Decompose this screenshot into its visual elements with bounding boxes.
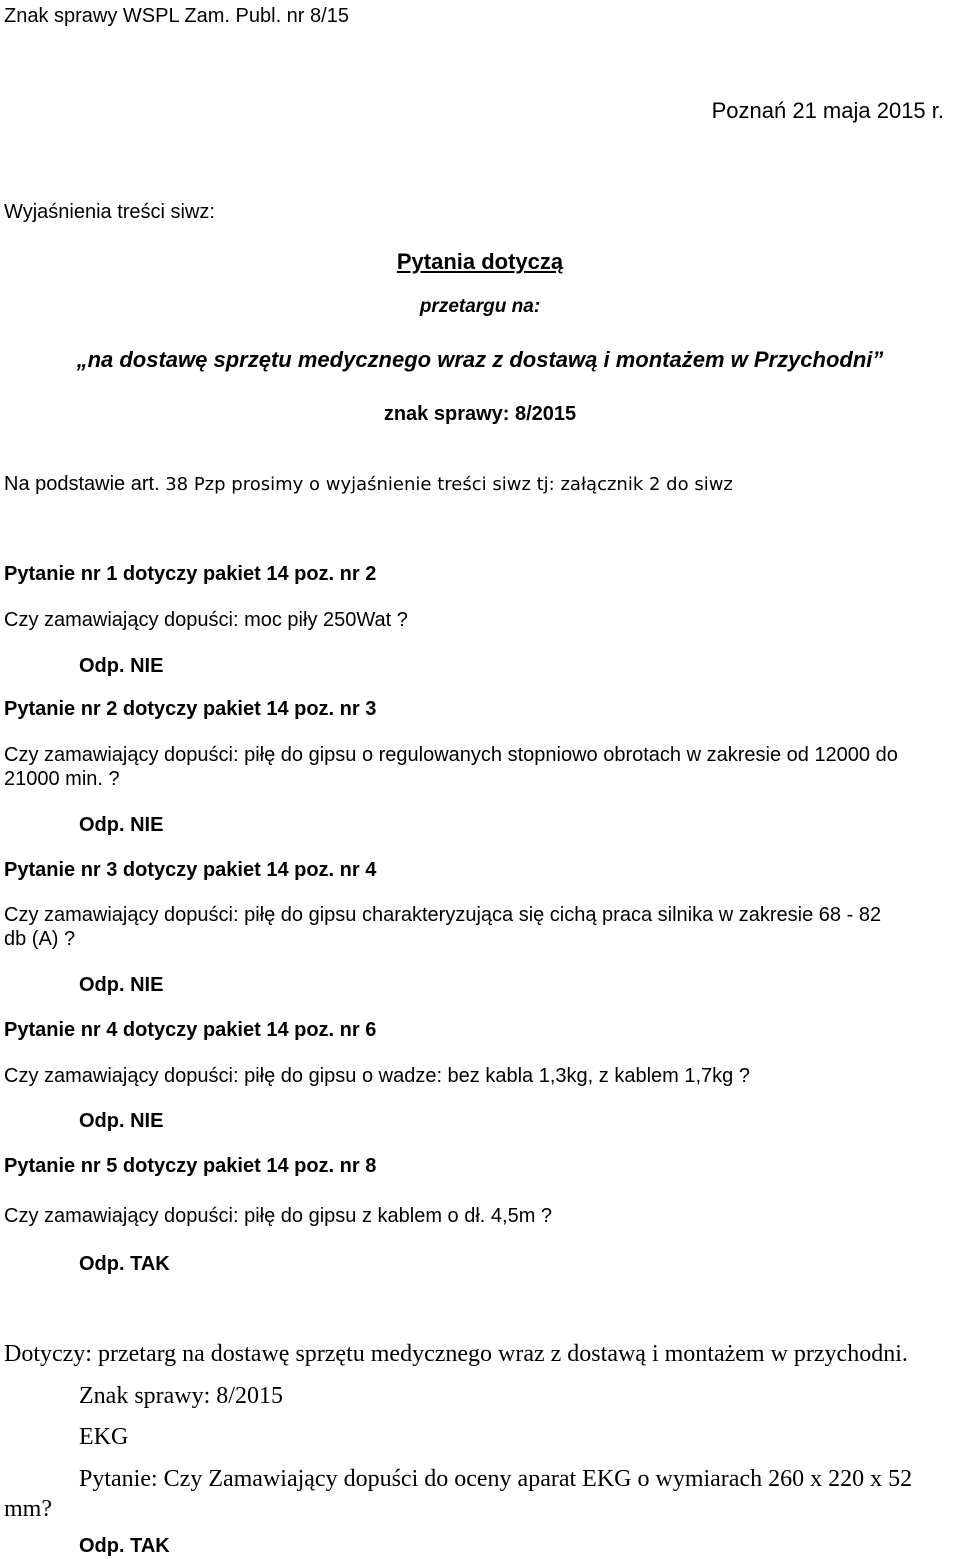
question-1-text: Czy zamawiający dopuści: moc piły 250Wat ? — [4, 609, 408, 631]
subtitle: przetargu na: — [419, 296, 541, 317]
tender-name: „na dostawę sprzętu medycznego wraz z dostawą i montażem w Przychodni” — [76, 347, 884, 372]
question-2-text: Czy zamawiający dopuści: piłę do gipsu o regulowanych stopniowo obrotach w zakresie od 12000 do — [4, 744, 898, 766]
question-4-title: Pytanie nr 4 dotyczy pakiet 14 poz. nr 6 — [4, 1019, 377, 1041]
legal-basis-prefix: Na podstawie art. — [4, 473, 160, 495]
question-3-title: Pytanie nr 3 dotyczy pakiet 14 poz. nr 4 — [4, 859, 377, 881]
second-subject: Dotyczy: przetarg na dostawę sprzętu medycznego wraz z dostawą i montażem w przychodni. — [4, 1341, 908, 1367]
question-5-text: Czy zamawiający dopuści: piłę do gipsu z kablem o dł. 4,5m ? — [4, 1205, 553, 1227]
legal-basis — [4, 472, 733, 497]
case-number: znak sprawy: 8/2015 — [383, 403, 577, 425]
question-2-title: Pytanie nr 2 dotyczy pakiet 14 poz. nr 3 — [4, 698, 377, 720]
section-heading: Wyjaśnienia treści siwz: — [4, 201, 215, 223]
second-question-cont: mm? — [4, 1496, 52, 1522]
second-item: EKG — [79, 1424, 129, 1450]
question-3-text-cont: db (A) ? — [4, 928, 76, 950]
question-2-text-cont: 21000 min. ? — [4, 768, 120, 790]
question-2-answer: Odp. NIE — [79, 814, 164, 836]
question-1-answer: Odp. NIE — [79, 655, 164, 677]
question-1-title: Pytanie nr 1 dotyczy pakiet 14 poz. nr 2 — [4, 563, 377, 585]
question-5-title: Pytanie nr 5 dotyczy pakiet 14 poz. nr 8 — [4, 1155, 377, 1177]
question-5-answer: Odp. TAK — [79, 1253, 170, 1275]
place-date: Poznań 21 maja 2015 r. — [711, 98, 944, 123]
question-3-text: Czy zamawiający dopuści: piłę do gipsu charakteryzująca się cichą praca silnika w zakresie 68 - 82 — [4, 904, 882, 926]
second-answer: Odp. TAK — [79, 1535, 170, 1557]
question-3-answer: Odp. NIE — [79, 974, 164, 996]
legal-basis-text: 38 Pzp prosimy o wyjaśnienie treści siwz tj: załącznik 2 do siwz — [165, 474, 733, 495]
second-case-number: Znak sprawy: 8/2015 — [79, 1383, 283, 1409]
case-reference: Znak sprawy WSPL Zam. Publ. nr 8/15 — [4, 5, 349, 27]
question-4-answer: Odp. NIE — [79, 1110, 164, 1132]
question-4-text: Czy zamawiający dopuści: piłę do gipsu o wadze: bez kabla 1,3kg, z kablem 1,7kg ? — [4, 1065, 750, 1087]
page-title: Pytania dotyczą — [396, 249, 564, 274]
second-question: Pytanie: Czy Zamawiający dopuści do oceny aparat EKG o wymiarach 260 x 220 x 52 — [79, 1466, 913, 1492]
